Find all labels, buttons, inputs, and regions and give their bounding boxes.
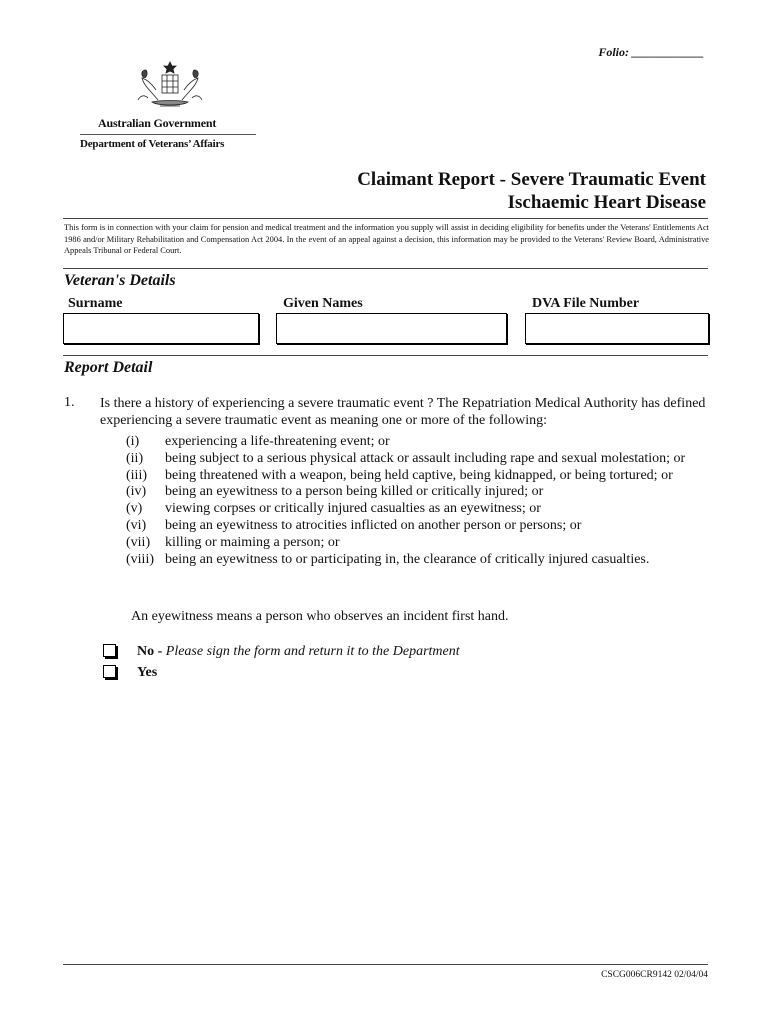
list-item-number: (i) [126, 434, 140, 449]
list-item [126, 501, 716, 518]
list-item-number: (viii) [126, 551, 154, 567]
no-option [137, 644, 460, 660]
yes-checkbox[interactable] [103, 665, 116, 678]
section-divider [63, 355, 708, 356]
list-item [126, 484, 716, 501]
dva-file-number-label: DVA File Number [532, 296, 640, 311]
list-item-text: being subject to a serious physical attack or assault including rape and sexual molestation; or [165, 450, 686, 466]
no-checkbox[interactable] [103, 644, 116, 657]
coat-of-arms-logo [130, 60, 210, 112]
folio-label: Folio: [598, 45, 629, 59]
intro-paragraph: This form is in connection with your claim for pension and medical treatment and the information you supply will assist in deciding eligibility for benefits under the Veterans' Entitlements Act 1986 and/or Military Rehabilitation and Compensation Act 2004. In the event of an appeal against a decision, this information may be provided to the Veterans' Review Board, Administrative Appeals Tribunal or Federal Court. [64, 223, 709, 255]
list-item [126, 434, 716, 451]
list-item [126, 535, 716, 552]
list-item-text: being an eyewitness to or participating in, the clearance of critically injured casualties. [165, 551, 650, 567]
report-detail-heading: Report Detail [64, 359, 153, 376]
form-title: Claimant Report - Severe Traumatic Event [357, 169, 706, 190]
list-item [126, 468, 716, 485]
given-names-field[interactable] [276, 313, 507, 344]
list-item-number: (vii) [126, 534, 151, 550]
surname-label: Surname [68, 296, 123, 311]
given-names-label: Given Names [283, 296, 363, 311]
list-item-text: experiencing a life-threatening event; or [165, 434, 390, 449]
list-item [126, 552, 716, 569]
no-instruction: Please sign the form and return it to the Department [165, 644, 460, 659]
list-item-number: (v) [126, 501, 143, 517]
header-divider [80, 134, 256, 135]
yes-label: Yes [137, 665, 158, 680]
dva-file-number-field[interactable] [525, 313, 709, 344]
list-item-text: viewing corpses or critically injured casualties as an eyewitness; or [165, 501, 541, 517]
list-item-text: being threatened with a weapon, being held captive, being kidnapped, or being tortured; or [165, 467, 673, 483]
list-item-number: (iv) [126, 484, 147, 500]
surname-field[interactable] [63, 313, 259, 344]
list-item-text: being an eyewitness to a person being killed or critically injured; or [165, 484, 544, 500]
question-number: 1. [64, 395, 75, 410]
intro-divider [63, 268, 708, 269]
footer-divider [63, 964, 708, 965]
list-item-text: killing or maiming a person; or [165, 534, 340, 550]
government-name: Australian Government [98, 116, 217, 130]
eyewitness-note: An eyewitness means a person who observes an incident first hand. [131, 609, 509, 624]
traumatic-event-list [126, 434, 716, 568]
list-item [126, 518, 716, 535]
list-item-text: being an eyewitness to atrocities inflicted on another person or persons; or [165, 517, 582, 533]
form-subtitle: Ischaemic Heart Disease [507, 192, 706, 213]
list-item [126, 451, 716, 468]
folio [598, 45, 704, 60]
title-divider [63, 218, 708, 219]
list-item-number: (vi) [126, 517, 147, 533]
form-code: CSCG006CR9142 02/04/04 [601, 970, 708, 980]
list-item-number: (iii) [126, 467, 147, 483]
department-name: Department of Veterans’ Affairs [80, 138, 225, 150]
list-item-number: (ii) [126, 450, 144, 466]
veteran-details-heading: Veteran's Details [64, 272, 176, 289]
no-label: No - [137, 644, 163, 659]
folio-blank: ____________ [632, 45, 704, 59]
question-text: Is there a history of experiencing a severe traumatic event ? The Repatriation Medical Authority has defined experiencing a severe traumatic event as meaning one or more of the following: [100, 396, 706, 428]
